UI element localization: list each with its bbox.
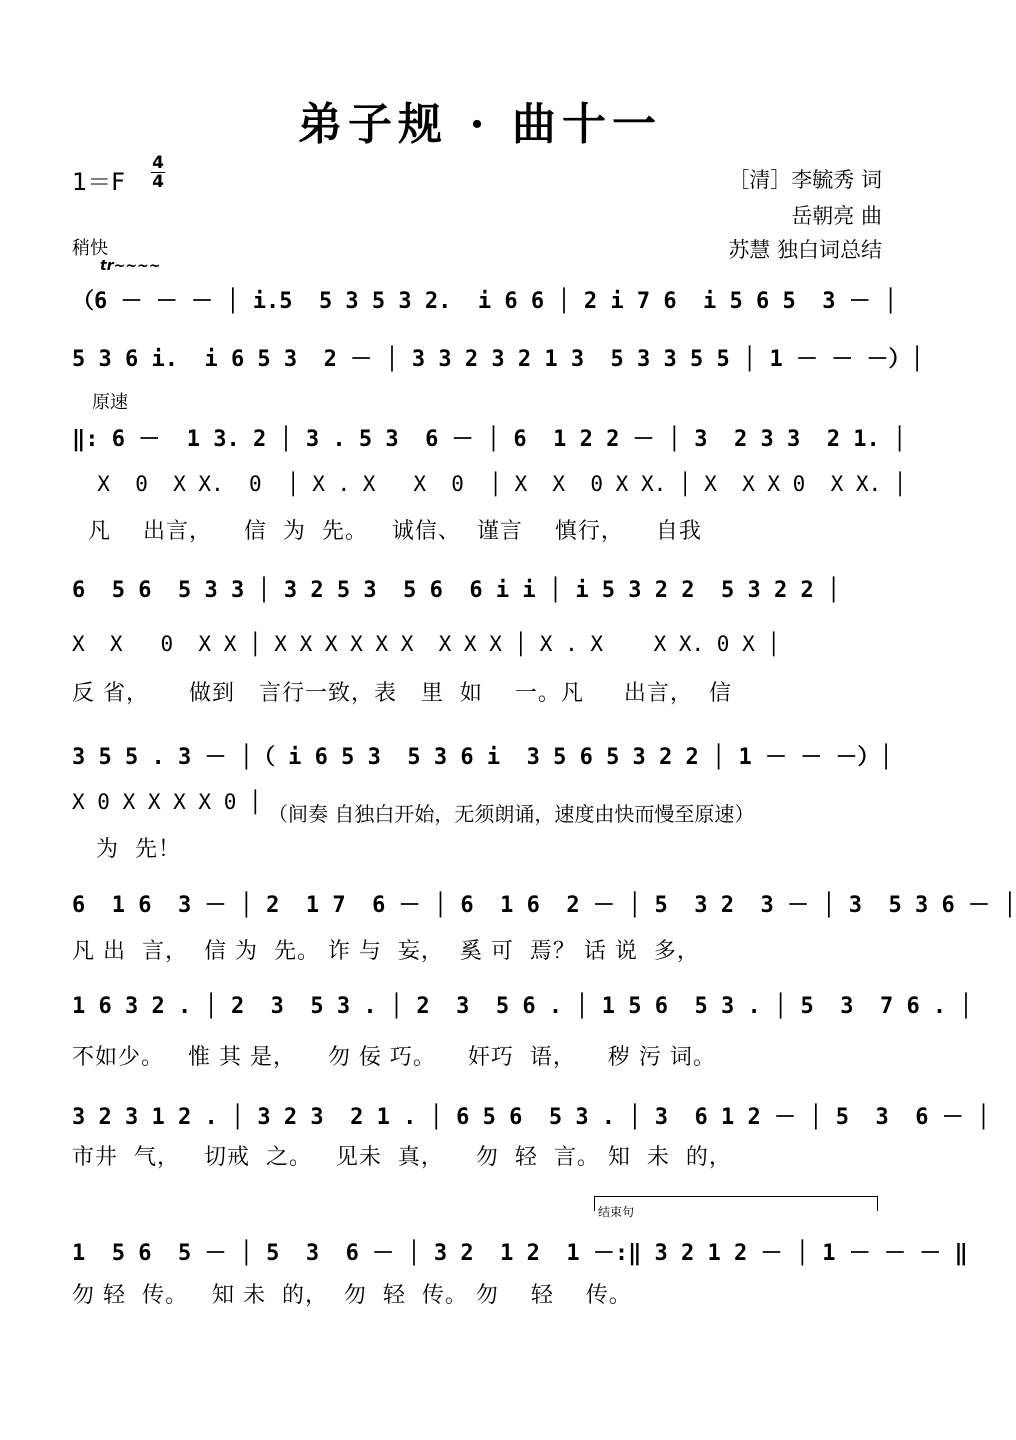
tempo-original: 原速 — [92, 392, 128, 413]
tempo-marking: 稍快 — [72, 238, 108, 259]
meter-top: 4 — [152, 153, 164, 173]
rhythm-line-4: X X 0 X X │ X X X X X X X X X │ X . X X X. 0 X │ — [72, 632, 781, 656]
notation-line-3: ‖: 6 － 1 3. 2 │ 3 . 5 3 6 － │ 6 1 2 2 － │ 3 2 3 3 2 1. │ — [72, 427, 907, 452]
notation-line-5: 3 5 5 . 3 － │（ i 6 5 3 5 3 6 i 3 5 6 5 3 2 2 │ 1 － － －）│ — [72, 745, 893, 770]
time-signature — [148, 154, 168, 191]
notation-line-7: 1 6 3 2 . │ 2 3 5 3 . │ 2 3 5 6 . │ 1 5 6 5 3 . │ 5 3 7 6 . │ — [72, 994, 973, 1019]
page-title: 弟子规 · 曲十一 — [298, 99, 662, 150]
notation-line-6: 6 1 6 3 － │ 2 1 7 6 － │ 6 1 6 2 － │ 5 3 2 3 － │ 3 5 3 6 － │ — [72, 893, 1016, 918]
lyrics-line-6: 凡 出 言， 信 为 先。 诈 与 妄， 奚 可 焉？ 话 说 多， — [72, 939, 700, 964]
notation-line-2: 5 3 6 i. i 6 5 3 2 － │ 3 3 2 3 2 1 3 5 3 3 5 5 │ 1 － － －）│ — [72, 347, 924, 372]
interlude-note: （间奏 自独白开始，无须朗诵，速度由快而慢至原速） — [268, 802, 755, 826]
trill-mark: tr~~~~ — [100, 258, 161, 274]
notation-line-1: （6 － － － │ i.5 5 3 5 3 2. i 6 6 │ 2 i 7 6 i 5 6 5 3 － │ — [72, 289, 898, 314]
composer-credit: 岳朝亮 曲 — [791, 204, 882, 228]
lyrics-line-7: 不如少。 惟 其 是， 勿 佞 巧。 奸巧 语， 秽 污 词。 — [72, 1045, 716, 1070]
key-signature: 1＝F — [72, 168, 126, 196]
ending-label: 结束句 — [598, 1205, 635, 1219]
lyrics-line-5: 为 先！ — [72, 837, 181, 862]
rhythm-line-3: X 0 X X. 0 │ X . X X 0 │ X X 0 X X. │ X X X 0 X X. │ — [72, 472, 907, 496]
lyrics-line-8: 市井 气， 切戒 之。 见未 真， 勿 轻 言。 知 未 的， — [72, 1145, 732, 1170]
lyrics-line-4: 反 省， 做到 言行一致，表 里 如 一。凡 出言， 信 — [72, 681, 732, 706]
notation-line-9: 1 5 6 5 － │ 5 3 6 － │ 3 2 1 2 1 －:‖ 3 2 1 2 － │ 1 － － － ‖ — [72, 1241, 968, 1266]
ending-bracket — [594, 1196, 878, 1211]
rhythm-line-5: X 0 X X X X 0 │ — [72, 790, 262, 814]
meter-bottom: 4 — [152, 172, 164, 192]
monologue-credit: 苏慧 独白词总结 — [728, 238, 882, 262]
lyrics-line-9: 勿 轻 传。 知 未 的， 勿 轻 传。 勿 轻 传。 — [72, 1283, 632, 1308]
lyrics-line-3: 凡 出言， 信 为 先。 诚信、 谨言 慎行， 自我 — [72, 519, 702, 544]
lyricist-credit: ［清］李毓秀 词 — [728, 168, 882, 192]
notation-line-4: 6 5 6 5 3 3 │ 3 2 5 3 5 6 6 i i │ i 5 3 2 2 5 3 2 2 │ — [72, 578, 841, 603]
notation-line-8: 3 2 3 1 2 . │ 3 2 3 2 1 . │ 6 5 6 5 3 . │ 3 6 1 2 － │ 5 3 6 － │ — [72, 1105, 991, 1130]
